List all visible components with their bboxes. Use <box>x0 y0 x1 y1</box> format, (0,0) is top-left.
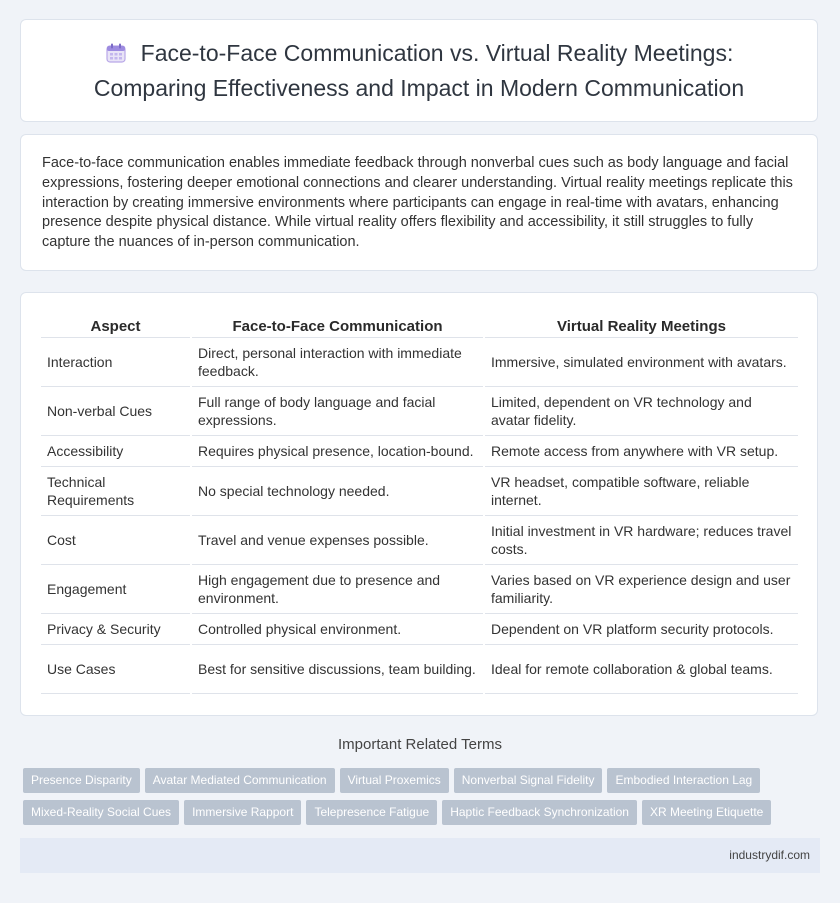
related-terms-list <box>23 768 823 832</box>
virtual-reality-cell: Initial investment in VR hardware; reduces travel costs. <box>484 516 798 565</box>
table-header-row <box>41 311 798 338</box>
aspect-cell: Technical Requirements <box>41 467 191 516</box>
table-row <box>41 387 798 436</box>
comparison-table <box>41 311 798 694</box>
related-term-tag[interactable]: Mixed-Reality Social Cues <box>23 800 179 825</box>
related-term-tag[interactable]: XR Meeting Etiquette <box>642 800 771 825</box>
header-face-to-face: Face-to-Face Communication <box>191 311 484 338</box>
related-term-tag[interactable]: Avatar Mediated Communication <box>145 768 335 793</box>
virtual-reality-cell: Immersive, simulated environment with avatars. <box>484 338 798 387</box>
related-term-tag[interactable]: Virtual Proxemics <box>340 768 449 793</box>
intro-paragraph: Face-to-face communication enables immediate feedback through nonverbal cues such as body language and facial expressions, fostering deeper emotional connections and clearer understanding. Virtual reality meetings replicate this interaction by creating immersive environments where participants can engage in real-time with avatars, enhancing presence despite physical distance. While virtual reality offers flexibility and accessibility, it still struggles to fully capture the nuances of in-person communication. <box>42 155 793 251</box>
aspect-cell: Non-verbal Cues <box>41 387 191 436</box>
table-row <box>41 467 798 516</box>
table-row <box>41 436 798 467</box>
related-term-tag[interactable]: Immersive Rapport <box>184 800 301 825</box>
virtual-reality-cell: Dependent on VR platform security protocols. <box>484 614 798 645</box>
face-to-face-cell: Controlled physical environment. <box>191 614 484 645</box>
header-virtual-reality: Virtual Reality Meetings <box>484 311 798 338</box>
page-title <box>54 37 784 104</box>
related-term-tag[interactable]: Telepresence Fatigue <box>306 800 437 825</box>
related-term-tag[interactable]: Presence Disparity <box>23 768 140 793</box>
table-row <box>41 338 798 387</box>
related-term-tag[interactable]: Haptic Feedback Synchronization <box>442 800 637 825</box>
aspect-cell: Interaction <box>41 338 191 387</box>
aspect-cell: Cost <box>41 516 191 565</box>
intro-card <box>20 134 818 271</box>
footer-site-link[interactable]: industrydif.com <box>729 848 810 862</box>
table-row <box>41 614 798 645</box>
virtual-reality-cell: Remote access from anywhere with VR setup. <box>484 436 798 467</box>
face-to-face-cell: No special technology needed. <box>191 467 484 516</box>
table-row <box>41 565 798 614</box>
virtual-reality-cell: Ideal for remote collaboration & global teams. <box>484 645 798 694</box>
related-terms-heading: Important Related Terms <box>338 736 502 753</box>
face-to-face-cell: Requires physical presence, location-bound. <box>191 436 484 467</box>
footer <box>20 838 820 873</box>
face-to-face-cell: Direct, personal interaction with immediate feedback. <box>191 338 484 387</box>
header-aspect: Aspect <box>41 311 191 338</box>
table-row <box>41 645 798 694</box>
face-to-face-cell: Best for sensitive discussions, team building. <box>191 645 484 694</box>
aspect-cell: Engagement <box>41 565 191 614</box>
aspect-cell: Accessibility <box>41 436 191 467</box>
virtual-reality-cell: Limited, dependent on VR technology and avatar fidelity. <box>484 387 798 436</box>
face-to-face-cell: Travel and venue expenses possible. <box>191 516 484 565</box>
virtual-reality-cell: VR headset, compatible software, reliable internet. <box>484 467 798 516</box>
aspect-cell: Use Cases <box>41 645 191 694</box>
face-to-face-cell: Full range of body language and facial expressions. <box>191 387 484 436</box>
table-row <box>41 516 798 565</box>
title-line-1: Face-to-Face Communication vs. Virtual Reality Meetings: <box>140 40 734 66</box>
related-term-tag[interactable]: Embodied Interaction Lag <box>607 768 760 793</box>
comparison-card <box>20 292 818 716</box>
title-line-2: Comparing Effectiveness and Impact in Modern Communication <box>93 75 745 101</box>
aspect-cell: Privacy & Security <box>41 614 191 645</box>
title-card <box>20 19 818 122</box>
virtual-reality-cell: Varies based on VR experience design and user familiarity. <box>484 565 798 614</box>
face-to-face-cell: High engagement due to presence and environment. <box>191 565 484 614</box>
related-term-tag[interactable]: Nonverbal Signal Fidelity <box>454 768 603 793</box>
calendar-icon <box>105 40 127 72</box>
